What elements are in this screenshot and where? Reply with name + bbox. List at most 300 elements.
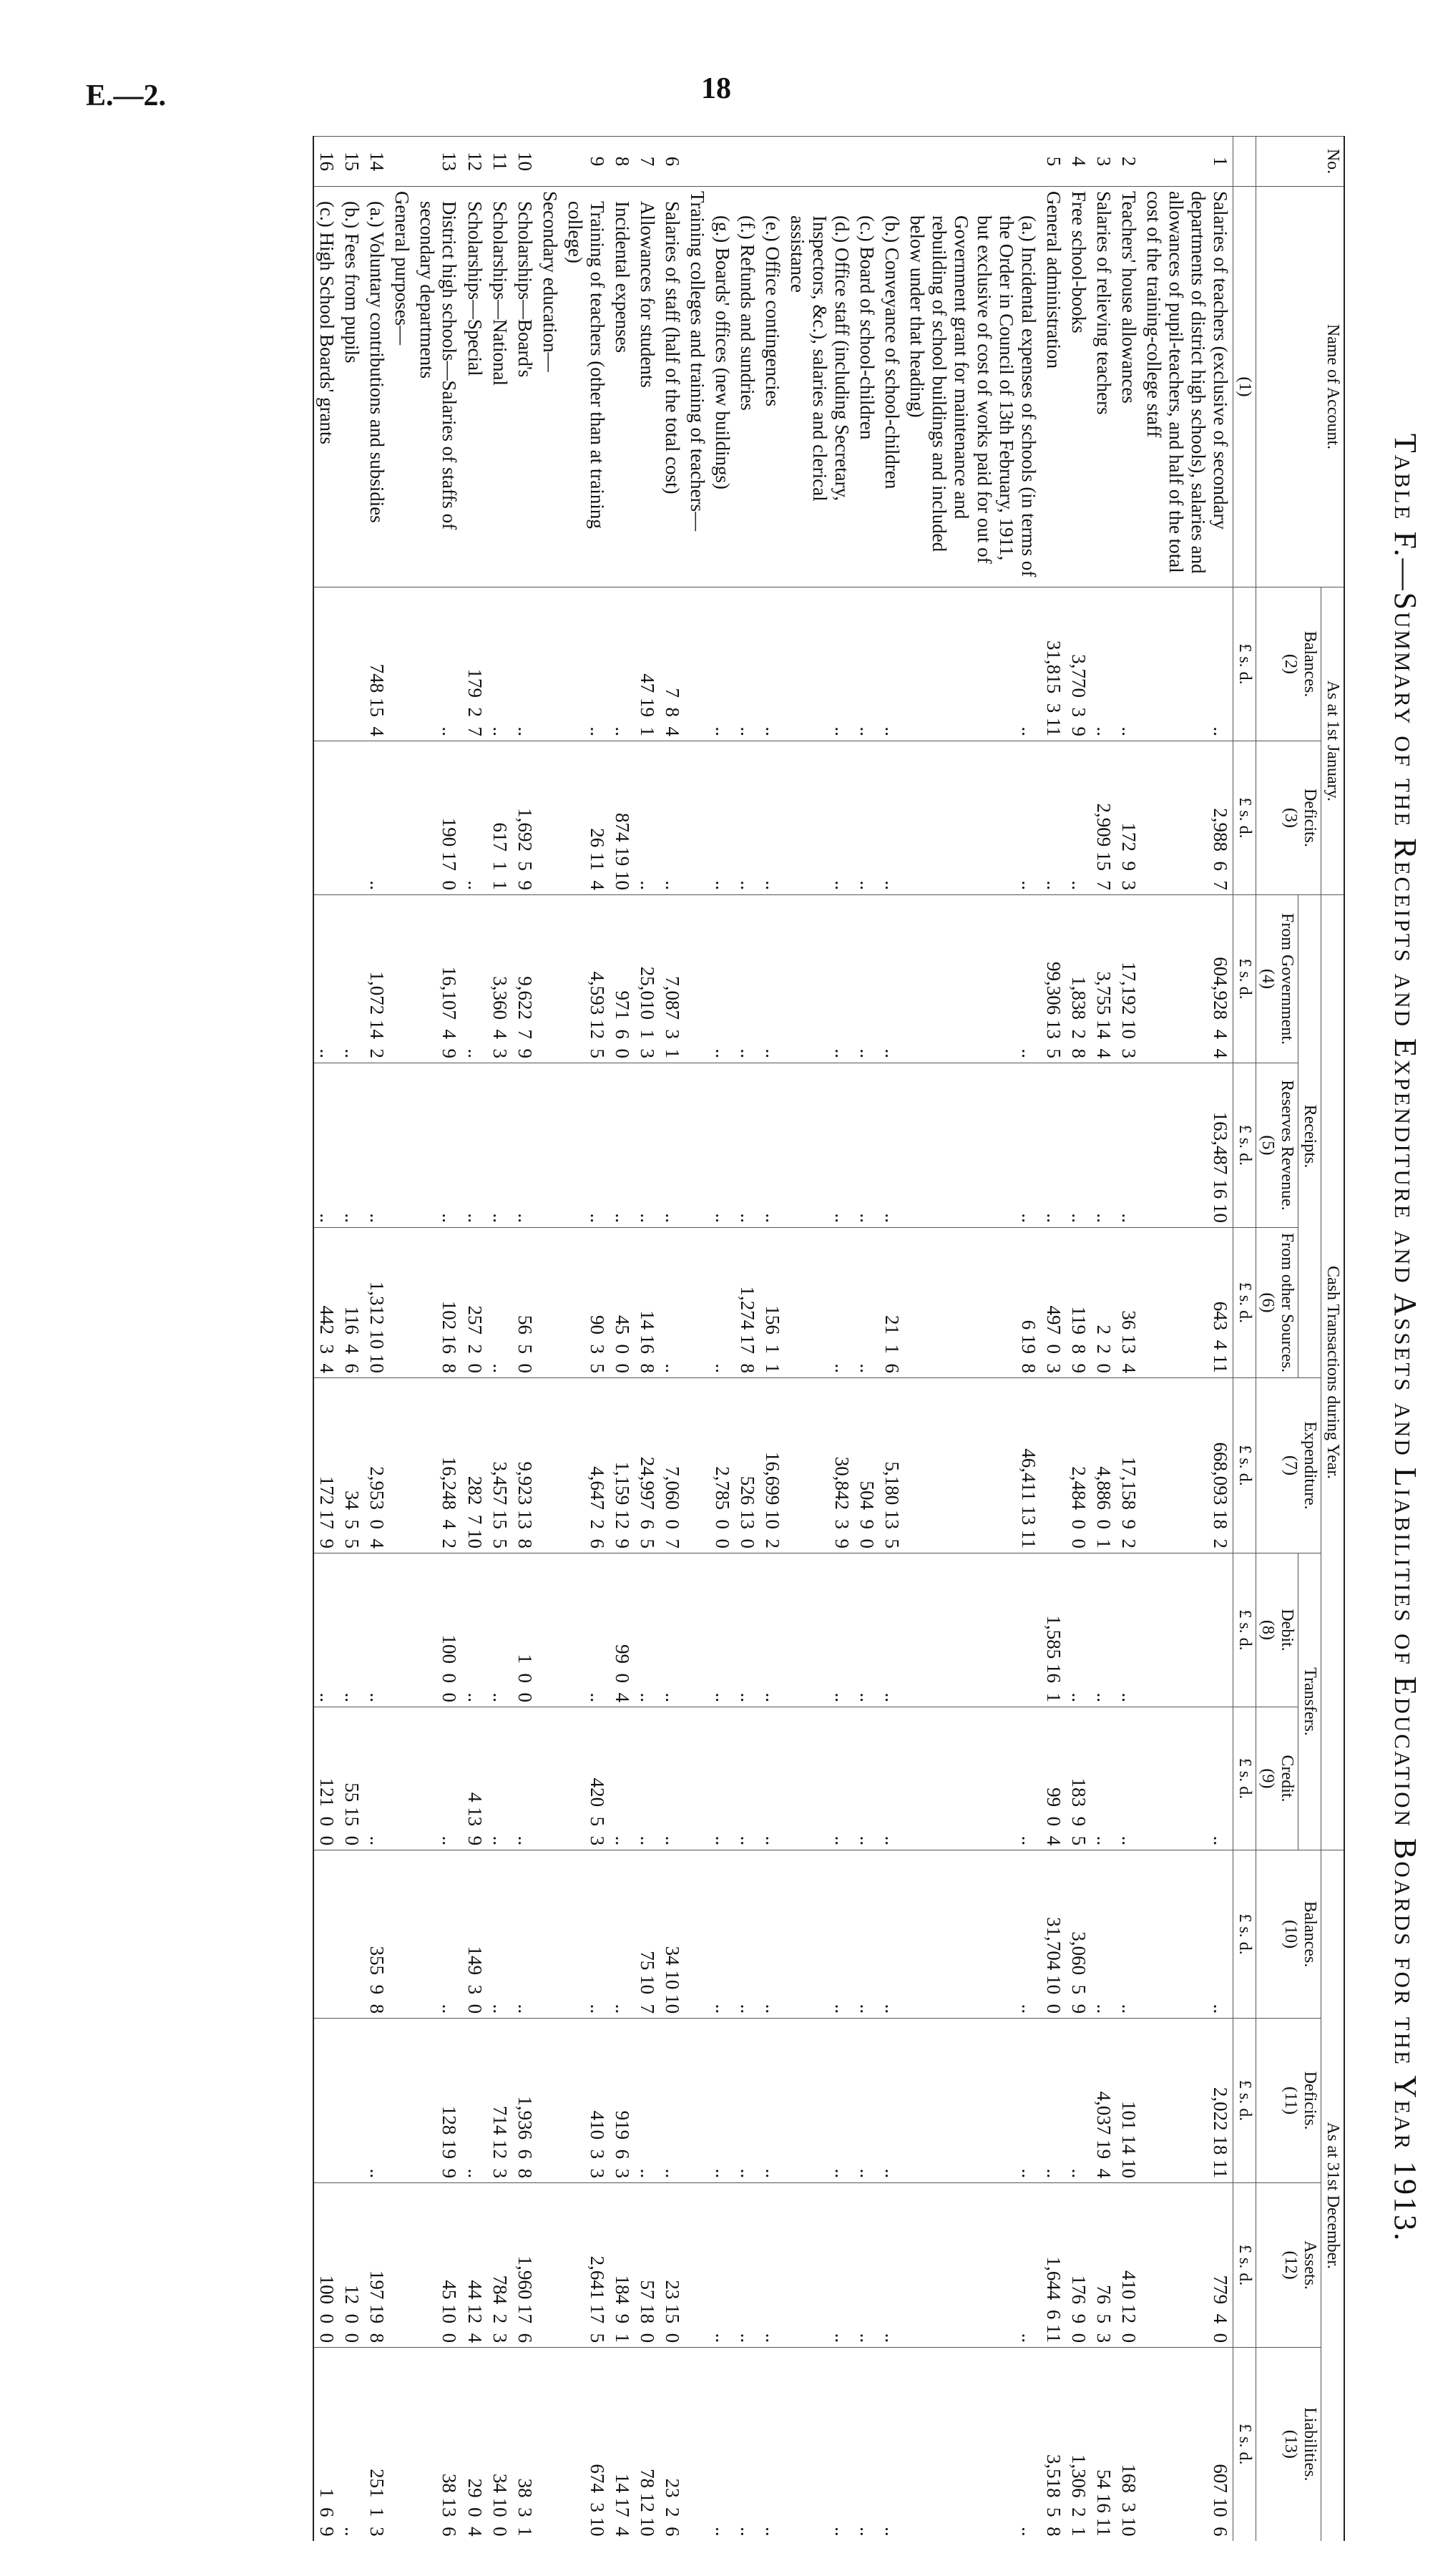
cell-c10: .. [562,1850,610,2019]
account-name: Salaries of staff (half of the total cost) [660,187,685,587]
cell-c4 [389,895,414,1063]
cell-c4 [537,895,562,1063]
cell-c11: .. [1066,2019,1091,2183]
row-number: 5 [1041,137,1066,187]
row-number: 7 [635,137,660,187]
table-caption: Table F.—Summary of the Receipts and Expenditure and Assets and Liabilities of Education Boards for the Year 1913. [1388,433,1423,2243]
header-no: No. [1256,137,1345,187]
cell-c13: 168 3 10 [1116,2348,1141,2541]
table-row [389,137,414,2541]
row-number: 3 [1091,137,1116,187]
cell-c11: .. [635,2019,660,2183]
cell-c3: 1,692 5 9 [512,741,537,895]
cell-c7: 3,457 15 5 [487,1378,512,1553]
cell-c7: 172 17 9 [313,1378,339,1553]
row-number: 1 [1141,137,1233,187]
cell-c3: .. [635,741,660,895]
account-name: Secondary education— [537,187,562,587]
cell-c4: 17,192 10 3 [1116,895,1141,1063]
cell-c5 [685,1063,710,1228]
cell-c10 [537,1850,562,2019]
cell-c11 [389,2019,414,2183]
cell-c11: 128 19 9 [414,2019,461,2183]
cell-c4: .. [735,895,760,1063]
cell-c5: .. [660,1063,685,1228]
cell-c9: .. [660,1707,685,1850]
account-name: (c.) Board of school-children [854,187,879,587]
cell-c6: 1,312 10 10 [364,1228,389,1378]
cell-c4: 971 6 0 [610,895,635,1063]
cell-c8: .. [660,1553,685,1707]
cell-c7: 24,997 6 5 [635,1378,660,1553]
cell-c2: .. [735,587,760,741]
cell-c11: .. [879,2019,904,2183]
row-number: 4 [1066,137,1091,187]
cell-c8 [537,1553,562,1707]
cell-c2 [685,587,710,741]
cell-c7: 5,180 13 5 [879,1378,904,1553]
cell-c9 [389,1707,414,1850]
cell-c3: .. [760,741,785,895]
cell-c6: 156 1 1 [760,1228,785,1378]
table-row [710,137,735,2541]
cell-c2: .. [854,587,879,741]
cell-c9: .. [879,1707,904,1850]
cell-c9: 183 9 5 [1066,1707,1091,1850]
cell-c9: .. [735,1707,760,1850]
row-number [785,137,854,187]
cell-c3: .. [1066,741,1091,895]
cell-c10: 3,060 5 9 [1066,1850,1091,2019]
unit-label: £ s. d. [1233,1378,1256,1553]
unit-label: £ s. d. [1233,1228,1256,1378]
cell-c13: .. [854,2348,879,2541]
cell-c6: 643 4 11 [1141,1228,1233,1378]
cell-c9: .. [785,1707,854,1850]
cell-c2: .. [785,587,854,741]
cell-c9: .. [1116,1707,1141,1850]
cell-c7: 9,923 13 8 [512,1378,537,1553]
cell-c9: .. [364,1707,389,1850]
cell-c8: 99 0 4 [610,1553,635,1707]
cell-c3: .. [462,741,487,895]
row-number [904,137,1040,187]
cell-c7: 34 5 5 [339,1378,364,1553]
cell-c6: .. [710,1228,735,1378]
cell-c11: .. [735,2019,760,2183]
cell-c9: .. [854,1707,879,1850]
cell-c6: 102 16 8 [414,1228,461,1378]
cell-c12: 44 12 4 [462,2183,487,2348]
account-name: Scholarships—Special [462,187,487,587]
cell-c12: 76 5 3 [1091,2183,1116,2348]
cell-c2: .. [710,587,735,741]
table-row [313,137,339,2541]
cell-c9 [537,1707,562,1850]
cell-c3 [389,741,414,895]
table-row [562,137,610,2541]
cell-c11 [537,2019,562,2183]
unit-label: £ s. d. [1233,741,1256,895]
cell-c3: .. [854,741,879,895]
cell-c8: .. [313,1553,339,1707]
account-name: District high schools—Salaries of staffs of secondary departments [414,187,461,587]
cell-c13: 29 0 4 [462,2348,487,2541]
account-name: Free school-books [1066,187,1091,587]
cell-c5: .. [1041,1063,1066,1228]
row-number: 8 [610,137,635,187]
unit-label: £ s. d. [1233,1553,1256,1707]
account-name: (b.) Fees from pupils [339,187,364,587]
cell-c3 [313,741,339,895]
cell-c3 [685,741,710,895]
cell-c3: 172 9 3 [1116,741,1141,895]
row-number [537,137,562,187]
cell-c5: .. [462,1063,487,1228]
unit-label: £ s. d. [1233,1063,1256,1228]
cell-c4: 16,107 4 9 [414,895,461,1063]
row-number [685,137,710,187]
cell-c5: .. [1091,1063,1116,1228]
cell-c9 [685,1707,710,1850]
cell-c4: .. [462,895,487,1063]
row-number: 6 [660,137,685,187]
cell-c8: .. [785,1553,854,1707]
cell-c5: .. [487,1063,512,1228]
account-name: (g.) Boards' offices (new buildings) [710,187,735,587]
cell-c10: .. [735,1850,760,2019]
cell-c10 [339,1850,364,2019]
account-name: Incidental expenses [610,187,635,587]
row-number: 10 [512,137,537,187]
cell-c12: .. [760,2183,785,2348]
cell-c4: 4,593 12 5 [562,895,610,1063]
cell-c4: .. [710,895,735,1063]
cell-c4: 7,087 3 1 [660,895,685,1063]
cell-c11: .. [785,2019,854,2183]
cell-c13: 1 6 9 [313,2348,339,2541]
cell-c10: .. [879,1850,904,2019]
cell-c2 [389,587,414,741]
cell-c12: 23 15 0 [660,2183,685,2348]
table-row [785,137,854,2541]
cell-c11: .. [364,2019,389,2183]
cell-c2 [313,587,339,741]
cell-c2: .. [1091,587,1116,741]
cell-c2: .. [414,587,461,741]
row-number: 14 [364,137,389,187]
cell-c4: .. [854,895,879,1063]
row-number: 16 [313,137,339,187]
cell-c4: .. [904,895,1040,1063]
cell-c12: 57 18 0 [635,2183,660,2348]
cell-c12: .. [710,2183,735,2348]
row-number [879,137,904,187]
cell-c7: 4,886 0 1 [1091,1378,1116,1553]
cell-c13: 607 10 6 [1141,2348,1233,2541]
cell-c2 [537,587,562,741]
cell-c2: 179 2 7 [462,587,487,741]
cell-c10: 31,704 10 0 [1041,1850,1066,2019]
cell-c4: 9,622 7 9 [512,895,537,1063]
cell-c10: .. [1091,1850,1116,2019]
cell-c11: 410 3 3 [562,2019,610,2183]
cell-c4: .. [760,895,785,1063]
cell-c12: 197 19 8 [364,2183,389,2348]
cell-c3: .. [735,741,760,895]
cell-c11: 714 12 3 [487,2019,512,2183]
cell-c10: .. [512,1850,537,2019]
row-number: 13 [414,137,461,187]
cell-c11: .. [1041,2019,1066,2183]
cell-c12: .. [735,2183,760,2348]
cell-c10: .. [487,1850,512,2019]
cell-c10: 149 3 0 [462,1850,487,2019]
cell-c12: 1,960 17 6 [512,2183,537,2348]
cell-c3: 26 11 4 [562,741,610,895]
cell-c7: 30,842 3 9 [785,1378,854,1553]
cell-c4: .. [785,895,854,1063]
cell-c8: .. [462,1553,487,1707]
cell-c5: .. [1116,1063,1141,1228]
account-name: (a.) Incidental expenses of schools (in terms of the Order in Council of 13th February, 1911, but exclusive of cost of works paid for out of Government grant for maintenance and rebuilding of school buildings and included below under that heading) [904,187,1040,587]
cell-c10: 34 10 10 [660,1850,685,2019]
summary-table [313,136,1345,2541]
cell-c6: .. [487,1228,512,1378]
cell-c2: .. [1141,587,1233,741]
cell-c13 [685,2348,710,2541]
cell-c13: 78 12 10 [635,2348,660,2541]
cell-c5: .. [339,1063,364,1228]
cell-c13: 54 16 11 [1091,2348,1116,2541]
account-name: Allowances for students [635,187,660,587]
rotated-table-sheet [64,136,1424,2540]
cell-c3: .. [660,741,685,895]
table-row [635,137,660,2541]
cell-c11 [339,2019,364,2183]
cell-c3: .. [785,741,854,895]
cell-c12: .. [879,2183,904,2348]
cell-c6: 6 19 8 [904,1228,1040,1378]
cell-c12: 1,644 6 11 [1041,2183,1066,2348]
header-c2: Balances. (2) [1256,587,1321,741]
cell-c13: 14 17 4 [610,2348,635,2541]
cell-c8: 1,585 16 1 [1041,1553,1066,1707]
table-row [487,137,512,2541]
cell-c4 [685,895,710,1063]
cell-c8 [904,1553,1040,1707]
cell-c12: .. [904,2183,1040,2348]
cell-c6: 119 8 9 [1066,1228,1091,1378]
table-row [1066,137,1091,2541]
cell-c12: 45 10 0 [414,2183,461,2348]
cell-c7 [1041,1378,1066,1553]
cell-c6: 56 5 0 [512,1228,537,1378]
cell-c8: .. [879,1553,904,1707]
table-row [610,137,635,2541]
table-row [660,137,685,2541]
cell-c11: .. [760,2019,785,2183]
table-row [364,137,389,2541]
cell-c5 [537,1063,562,1228]
cell-c9: .. [635,1707,660,1850]
header-dec: As at 31st December. [1321,1850,1345,2541]
cell-c10 [389,1850,414,2019]
row-number [710,137,735,187]
cell-c6 [537,1228,562,1378]
cell-c8 [1141,1553,1233,1707]
cell-c2: .. [487,587,512,741]
cell-c9: 4 13 9 [462,1707,487,1850]
table-row [760,137,785,2541]
cell-c4: 25,010 1 3 [635,895,660,1063]
cell-c11: .. [904,2019,1040,2183]
header-c13: Liabilities. (13) [1256,2348,1321,2541]
cell-c8: .. [1091,1553,1116,1707]
cell-c11: .. [660,2019,685,2183]
cell-c8: .. [487,1553,512,1707]
cell-c6: .. [854,1228,879,1378]
cell-c10: .. [1141,1850,1233,2019]
cell-c6: 442 3 4 [313,1228,339,1378]
cell-c7: 504 9 0 [854,1378,879,1553]
cell-c2: 31,815 3 11 [1041,587,1066,741]
cell-c2: 748 15 4 [364,587,389,741]
cell-c6: .. [785,1228,854,1378]
page-number: 18 [701,72,731,105]
cell-c10: .. [610,1850,635,2019]
cell-c8: .. [854,1553,879,1707]
cell-c8: 100 0 0 [414,1553,461,1707]
cell-c2: .. [879,587,904,741]
cell-c2: .. [904,587,1040,741]
table-row [904,137,1040,2541]
header-jan: As at 1st January. [1321,587,1345,895]
header-transfers: Transfers. [1298,1553,1321,1850]
account-name: (c.) High School Boards' grants [313,187,339,587]
cell-c13: 251 1 3 [364,2348,389,2541]
header-c11: Deficits. (11) [1256,2019,1321,2183]
cell-c12 [685,2183,710,2348]
account-name: (d.) Office staff (including Secretary, Inspectors, &c.), salaries and clerical assistance [785,187,854,587]
account-name: General purposes— [389,187,414,587]
account-name: (e.) Office contingencies [760,187,785,587]
cell-c8 [389,1553,414,1707]
cell-c7: 17,158 9 2 [1116,1378,1141,1553]
account-name: Teachers' house allowances [1116,187,1141,587]
cell-c11: .. [462,2019,487,2183]
cell-c11 [685,2019,710,2183]
cell-c13: .. [710,2348,735,2541]
cell-c12: 184 9 1 [610,2183,635,2348]
cell-c7: 2,484 0 0 [1066,1378,1091,1553]
cell-c4: .. [339,895,364,1063]
table-row [854,137,879,2541]
cell-c3: .. [710,741,735,895]
cell-c2: .. [610,587,635,741]
cell-c8: .. [339,1553,364,1707]
account-name: Scholarships—Board's [512,187,537,587]
cell-c11: 2,022 18 11 [1141,2019,1233,2183]
cell-c3: 2,909 15 7 [1091,741,1116,895]
cell-c10: .. [760,1850,785,2019]
account-name: (b.) Conveyance of school-children [879,187,904,587]
table-row [879,137,904,2541]
cell-c13: .. [760,2348,785,2541]
cell-c7: 668,093 18 2 [1141,1378,1233,1553]
cell-c13 [389,2348,414,2541]
cell-c9: 121 0 0 [313,1707,339,1850]
cell-c12: 100 0 0 [313,2183,339,2348]
header-c7: Expenditure. (7) [1256,1378,1321,1553]
cell-c13: .. [904,2348,1040,2541]
cell-c5: .. [854,1063,879,1228]
cell-c12: 176 9 0 [1066,2183,1091,2348]
account-name: (f.) Refunds and sundries [735,187,760,587]
cell-c11: .. [854,2019,879,2183]
cell-c12: .. [854,2183,879,2348]
cell-c10: .. [854,1850,879,2019]
cell-c7: 2,785 0 0 [710,1378,735,1553]
table-row [1141,137,1233,2541]
header-receipts: Receipts. [1298,895,1321,1378]
cell-c6: 116 4 6 [339,1228,364,1378]
header-c12: Assets. (12) [1256,2183,1321,2348]
cell-c4: 1,072 14 2 [364,895,389,1063]
row-number: 12 [462,137,487,187]
cell-c6: 2 2 0 [1091,1228,1116,1378]
cell-c7: 1,159 12 9 [610,1378,635,1553]
cell-c4: 1,838 2 8 [1066,895,1091,1063]
table-body [313,137,1233,2541]
cell-c5: .. [512,1063,537,1228]
cell-c12: 779 4 0 [1141,2183,1233,2348]
cell-c13: .. [785,2348,854,2541]
header-c4: From Government. (4) [1256,895,1298,1063]
cell-c3: .. [1041,741,1066,895]
row-number [760,137,785,187]
cell-c6: 14 16 8 [635,1228,660,1378]
header-c10: Balances. (10) [1256,1850,1321,2019]
cell-c11: 1,936 6 8 [512,2019,537,2183]
cell-c9: 99 0 4 [1041,1707,1066,1850]
cell-c10: .. [904,1850,1040,2019]
row-number: 9 [562,137,610,187]
cell-c7: 282 7 10 [462,1378,487,1553]
account-name: General administration [1041,187,1066,587]
cell-c4: 3,360 4 3 [487,895,512,1063]
cell-c13: .. [735,2348,760,2541]
header-c6: From other Sources. (6) [1256,1228,1298,1378]
row-number: 2 [1116,137,1141,187]
table-row [1041,137,1066,2541]
cell-c8 [685,1553,710,1707]
cell-c11: 4,037 19 4 [1091,2019,1116,2183]
cell-c5: .. [313,1063,339,1228]
cell-c5: .. [610,1063,635,1228]
cell-c9: .. [414,1707,461,1850]
cell-c12: 12 0 0 [339,2183,364,2348]
cell-c8: .. [1116,1553,1141,1707]
cell-c7: 4,647 2 6 [562,1378,610,1553]
cell-c6: 257 2 0 [462,1228,487,1378]
cell-c3: .. [364,741,389,895]
cell-c6: 21 1 6 [879,1228,904,1378]
cell-c5: .. [562,1063,610,1228]
cell-c5: .. [735,1063,760,1228]
cell-c2: 3,770 3 9 [1066,587,1091,741]
cell-c13: 38 13 6 [414,2348,461,2541]
